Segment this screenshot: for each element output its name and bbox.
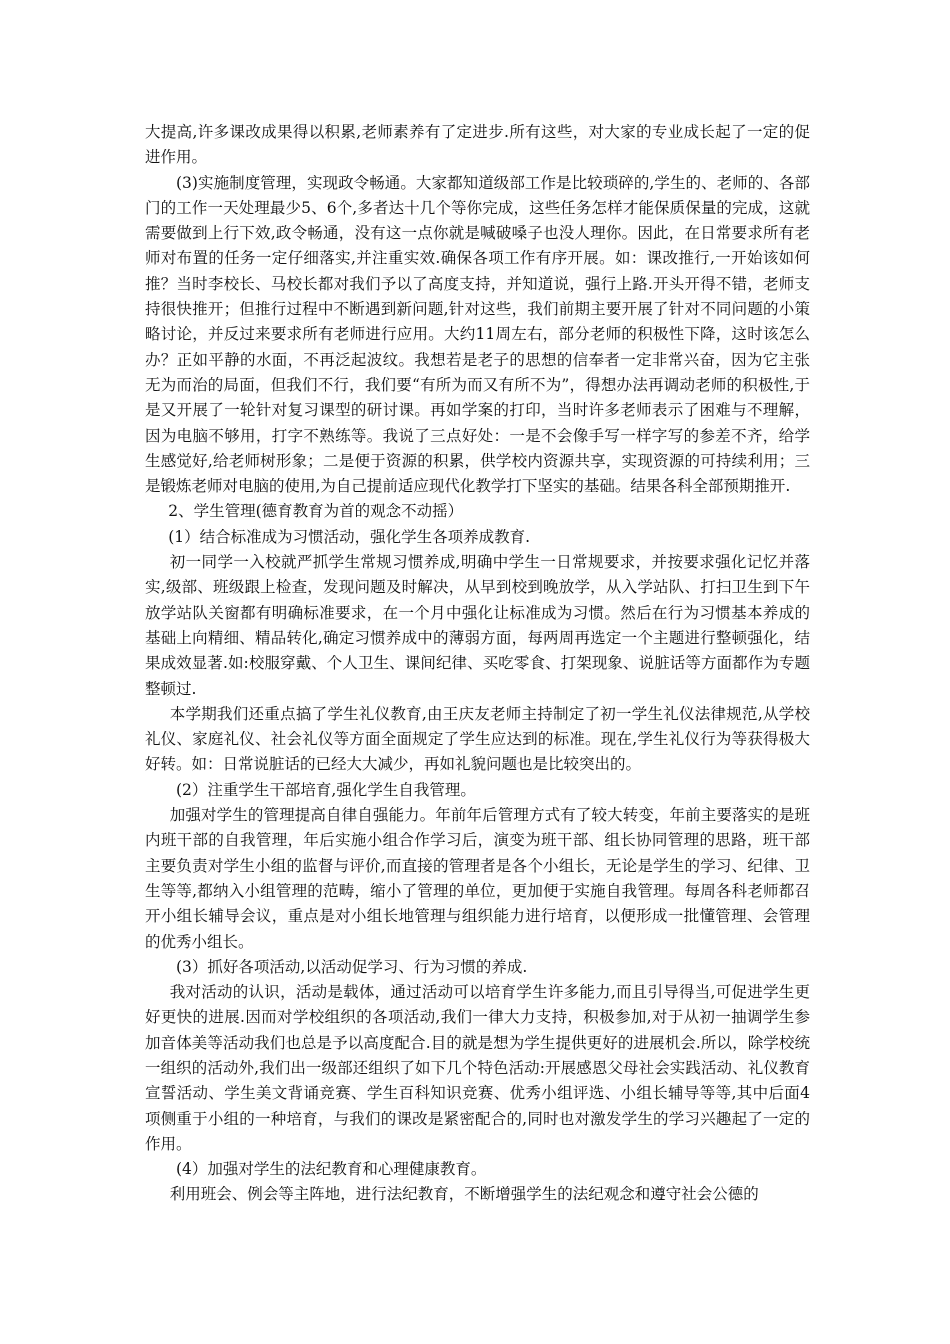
subheading-habit-standards: (1）结合标准成为习惯活动，强化学生各项养成教育. <box>168 527 531 546</box>
paragraph-etiquette-education: 本学期我们还重点搞了学生礼仪教育,由王庆友老师主持制定了初一学生礼仪法律规范,从学校礼仪、家庭礼仪、社会礼仪等方面全面规定了学生应达到的标准。现在,学生礼仪行为等获得极大好转。如：日常说脏话的已经大大减少，再如礼貌问题也是比较突出的。 <box>145 704 810 774</box>
subheading-activities: (3）抓好各项活动,以活动促学习、行为习惯的养成. <box>176 957 528 976</box>
section-heading-student-management: 2、学生管理(德育教育为首的观念不动摇） <box>168 502 464 521</box>
paragraph-legal-education: 利用班会、例会等主阵地，进行法纪教育，不断增强学生的法纪观念和遵守社会公德的 <box>169 1185 759 1204</box>
paragraph-habit-formation: 初一同学一入校就严抓学生常规习惯养成,明确中学生一日常规要求，并按要求强化记忆并落实,级部、班级跟上检查，发现问题及时解决，从早到校到晚放学，从入学站队、打扫卫生到下午放学站队关窗都有明确标准要求，在一个月中强化让标准成为习惯。然后在行为习惯基本养成的基础上向精细、精品转化,确定习惯养成中的薄弱方面，每两周再选定一个主题进行整顿强化，结果成效显著.如:校服穿戴、个人卫生、课间纪律、买吃零食、打架现象、说脏话等方面都作为专题整顿过. <box>145 553 810 698</box>
subheading-legal-education: (4）加强对学生的法纪教育和心理健康教育。 <box>176 1160 487 1179</box>
paragraph-self-management: 加强对学生的管理提高自律自强能力。年前年后管理方式有了较大转变，年前主要落实的是班内班干部的自我管理，年后实施小组合作学习后，演变为班干部、组长协同管理的思路，班干部主要负责对学生小组的监督与评价,而直接的管理者是各个小组长，无论是学生的学习、纪律、卫生等等,都纳入小组管理的范畴，缩小了管理的单位，更加便于实施自我管理。每周各科老师都召开小组长辅导会议，重点是对小组长地管理与组织能力进行培育，以便形成一批懂管理、会管理的优秀小组长。 <box>145 806 810 951</box>
subheading-student-cadres: (2）注重学生干部培育,强化学生自我管理。 <box>176 780 476 799</box>
paragraph-continuation: 大提高,许多课改成果得以积累,老师素养有了定进步.所有这些，对大家的专业成长起了一定的促进作用。 <box>145 123 810 167</box>
paragraph-activities: 我对活动的认识，活动是载体，通过活动可以培育学生许多能力,而且引导得当,可促进学生更好更快的进展.因而对学校组织的各项活动,我们一律大力支持，积极参加,对于从初一抽调学生参加音体美等活动我们也总是予以高度配合.目的就是想为学生提供更好的进展机会.所以，除学校统一组织的活动外,我们出一级部还组织了如下几个特色活动:开展感恩父母社会实践活动、礼仪教育宣誓活动、学生美文背诵竞赛、学生百科知识竞赛、优秀小组评选、小组长辅导等等,其中后面4项侧重于小组的一种培育，与我们的课改是紧密配合的,同时也对激发学生的学习兴趣起了一定的作用。 <box>145 983 810 1153</box>
paragraph-system-management: (3)实施制度管理，实现政令畅通。大家都知道级部工作是比较琐碎的,学生的、老师的、各部门的工作一天处理最少5、6个,多者达十几个等你完成，这些任务怎样才能保质保量的完成，这就需要做到上行下效,政令畅通，没有这一点你就是喊破嗓子也没人理你。因此，在日常要求所有老师对布置的任务一定仔细落实,并注重实效.确保各项工作有序开展。如：课改推行,一开始该如何推？当时李校长、马校长都对我们予以了高度支持，并知道说，强行上路.开头开得不错，老师支持很快推开；但推行过程中不断遇到新问题,针对这些，我们前期主要开展了针对不同问题的小策略讨论，并反过来要求所有老师进行应用。大约11周左右，部分老师的积极性下降，这时该怎么办？正如平静的水面，不再泛起波纹。我想若是老子的思想的信奉者一定非常兴奋，因为它主张无为而治的局面，但我们不行，我们要“有所为而又有所不为”，得想办法再调动老师的积极性,于是又开展了一轮针对复习课型的研讨课。再如学案的打印，当时许多老师表示了困难与不理解，因为电脑不够用，打字不熟练等。我说了三点好处：一是不会像手写一样字写的参差不齐，给学生感觉好,给老师树形象；二是便于资源的积累，供学校内资源共享，实现资源的可持续利用；三是锻炼老师对电脑的使用,为自己提前适应现代化教学打下坚实的基础。结果各科全部预期推开. <box>145 173 810 496</box>
document-page <box>145 120 810 1208</box>
